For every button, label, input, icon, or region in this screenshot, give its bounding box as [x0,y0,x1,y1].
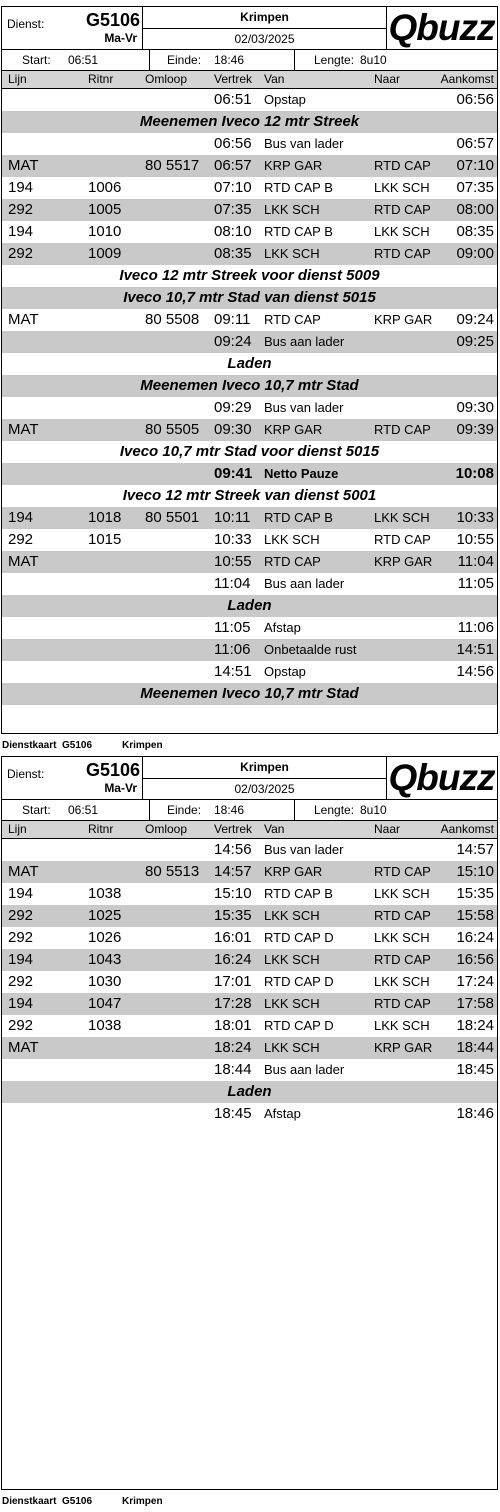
section-title: Iveco 10,7 mtr Stad van dienst 5015 [123,289,376,306]
divider [149,800,150,820]
col-omloop: Omloop [145,72,188,86]
cell-van: LKK SCH [264,952,320,967]
col-lijn: Lijn [8,822,27,836]
length-value: 8u10 [360,53,387,67]
dienst-code: G5106 [85,10,140,30]
cell-van: Onbetaalde rust [264,642,357,657]
cell-lijn: MAT [8,421,39,438]
start-label: Start: [22,53,51,67]
cell-van: Bus aan lader [264,576,345,591]
cell-vertrek: 11:06 [214,641,251,658]
cell-naar: KRP GAR [374,554,433,569]
section-title: Laden [227,1083,272,1100]
cell-omloop: 80 5517 [145,157,200,174]
col-vertrek: Vertrek [214,72,253,86]
cell-aankomst: 15:35 [456,885,494,902]
trip-row [2,639,497,661]
cell-lijn: MAT [8,1039,39,1056]
schedule-rows [2,89,497,705]
footer-location: Krimpen [122,740,163,751]
cell-naar: LKK SCH [374,974,430,989]
cell-vertrek: 15:35 [214,907,252,924]
cell-lijn: 194 [8,223,34,240]
cell-ritnr: 1010 [88,223,122,240]
cell-lijn: 194 [8,951,34,968]
page-footer [0,1496,500,1510]
col-van: Van [264,72,285,86]
col-vertrek: Vertrek [214,822,253,836]
service-days: Ma-Vr [104,31,137,45]
cell-vertrek: 09:24 [214,333,252,350]
trip-row [2,573,497,595]
page-footer [0,740,500,754]
cell-van: RTD CAP B [264,180,333,195]
start-label: Start: [22,803,51,817]
start-value: 06:51 [68,53,99,67]
section-header-row [2,265,497,287]
cell-van: Netto Pauze [264,466,339,481]
end-value: 18:46 [214,53,245,67]
cell-ritnr: 1018 [88,509,122,526]
cell-vertrek: 06:51 [214,91,252,108]
cell-vertrek: 11:04 [214,575,251,592]
cell-vertrek: 10:11 [214,509,251,526]
col-aankomst: Aankomst [440,72,494,86]
section-header-row [2,441,497,463]
cell-naar: KRP GAR [374,312,433,327]
cell-lijn: 292 [8,531,34,548]
location: Krimpen [143,7,386,29]
cell-lijn: 194 [8,179,34,196]
trip-row [2,331,497,353]
trip-row [2,1037,497,1059]
cell-naar: RTD CAP [374,158,431,173]
cell-ritnr: 1006 [88,179,122,196]
section-title: Laden [227,597,272,614]
cell-van: Opstap [264,92,306,107]
cell-lijn: MAT [8,311,39,328]
col-naar: Naar [374,72,401,86]
section-title: Meenemen Iveco 10,7 mtr Stad [140,377,359,394]
trip-row [2,1059,497,1081]
cell-vertrek: 16:24 [214,951,252,968]
cell-lijn: 292 [8,907,34,924]
cell-van: LKK SCH [264,202,320,217]
cell-naar: RTD CAP [374,422,431,437]
length-label: Lengte: [314,53,355,67]
cell-vertrek: 09:11 [214,311,251,328]
trip-row [2,419,497,441]
duty-card-page-1 [1,6,498,734]
trip-row [2,883,497,905]
section-title: Laden [227,355,272,372]
cell-vertrek: 06:57 [214,157,252,174]
cell-vertrek: 18:01 [214,1017,252,1034]
cell-aankomst: 17:58 [456,995,494,1012]
section-title: Iveco 12 mtr Streek voor dienst 5009 [119,267,380,284]
cell-van: KRP GAR [264,422,323,437]
footer-label: Dienstkaart [2,740,57,751]
cell-aankomst: 07:10 [456,157,494,174]
cell-naar: LKK SCH [374,930,430,945]
section-title: Meenemen Iveco 10,7 mtr Stad [140,685,359,702]
col-ritnr: Ritnr [88,822,114,836]
cell-van: Bus van lader [264,842,344,857]
cell-aankomst: 09:30 [456,399,494,416]
service-days: Ma-Vr [104,781,137,795]
cell-van: LKK SCH [264,1040,320,1055]
section-header-row [2,595,497,617]
cell-vertrek: 10:55 [214,553,252,570]
cell-vertrek: 18:44 [214,1061,252,1078]
trip-row [2,861,497,883]
cell-lijn: MAT [8,157,39,174]
cell-ritnr: 1025 [88,907,122,924]
trip-row [2,661,497,683]
col-ritnr: Ritnr [88,72,114,86]
divider [294,50,295,70]
cell-lijn: MAT [8,553,39,570]
section-header-row [2,1081,497,1103]
duty-times [2,800,497,821]
cell-aankomst: 08:35 [456,223,494,240]
cell-vertrek: 14:56 [214,841,252,858]
cell-aankomst: 18:44 [456,1039,494,1056]
dienst-label: Dienst: [7,767,45,781]
cell-naar: LKK SCH [374,886,430,901]
cell-lijn: 194 [8,885,34,902]
cell-lijn: 292 [8,973,34,990]
cell-lijn: 292 [8,929,34,946]
trip-row [2,199,497,221]
cell-van: RTD CAP B [264,510,333,525]
divider [149,50,150,70]
section-title: Iveco 12 mtr Streek van dienst 5001 [122,487,377,504]
cell-vertrek: 15:10 [214,885,252,902]
cell-van: Bus van lader [264,400,344,415]
date: 02/03/2025 [234,32,295,46]
cell-aankomst: 18:45 [456,1061,494,1078]
cell-aankomst: 15:10 [456,863,494,880]
cell-vertrek: 17:01 [214,973,252,990]
cell-vertrek: 18:24 [214,1039,252,1056]
cell-aankomst: 09:25 [456,333,494,350]
cell-vertrek: 18:45 [214,1105,252,1122]
cell-ritnr: 1015 [88,531,122,548]
end-label: Einde: [167,53,202,67]
trip-row [2,133,497,155]
cell-lijn: 292 [8,245,34,262]
cell-aankomst: 11:05 [457,575,494,592]
cell-ritnr: 1009 [88,245,122,262]
cell-van: RTD CAP B [264,224,333,239]
cell-van: LKK SCH [264,246,320,261]
dienst-code: G5106 [85,760,140,780]
cell-naar: RTD CAP [374,246,431,261]
cell-aankomst: 06:56 [456,91,494,108]
cell-ritnr: 1038 [88,1017,122,1034]
cell-vertrek: 07:10 [214,179,252,196]
cell-vertrek: 07:35 [214,201,252,218]
cell-aankomst: 11:04 [457,553,494,570]
section-header-row [2,353,497,375]
column-header [2,821,497,839]
dienst-label: Dienst: [7,17,45,31]
cell-van: RTD CAP D [264,1018,334,1033]
footer-code: G5106 [62,740,93,751]
cell-aankomst: 09:24 [456,311,494,328]
trip-row [2,507,497,529]
length-label: Lengte: [314,803,355,817]
cell-aankomst: 10:08 [455,465,494,482]
cell-van: RTD CAP D [264,974,334,989]
cell-aankomst: 09:39 [456,421,494,438]
section-title: Iveco 10,7 mtr Stad voor dienst 5015 [119,443,380,460]
duty-header [2,757,497,800]
trip-row [2,309,497,331]
start-value: 06:51 [68,803,99,817]
cell-aankomst: 14:56 [456,663,494,680]
cell-van: RTD CAP [264,312,321,327]
cell-aankomst: 14:57 [456,841,494,858]
cell-naar: RTD CAP [374,996,431,1011]
cell-omloop: 80 5501 [145,509,200,526]
duty-card-page-2 [1,756,498,1490]
trip-row [2,971,497,993]
cell-aankomst: 10:55 [456,531,494,548]
cell-van: RTD CAP B [264,886,333,901]
pause-row [2,463,497,485]
cell-vertrek: 09:41 [214,465,253,482]
section-header-row [2,375,497,397]
cell-van: KRP GAR [264,864,323,879]
cell-omloop: 80 5505 [145,421,200,438]
cell-vertrek: 17:28 [214,995,252,1012]
cell-vertrek: 16:01 [214,929,252,946]
cell-aankomst: 08:00 [456,201,494,218]
cell-vertrek: 08:10 [214,223,252,240]
section-header-row [2,111,497,133]
cell-lijn: 194 [8,995,34,1012]
cell-lijn: 194 [8,509,34,526]
footer-code: G5106 [62,1496,93,1507]
cell-naar: LKK SCH [374,224,430,239]
cell-ritnr: 1038 [88,885,122,902]
cell-van: RTD CAP [264,554,321,569]
col-aankomst: Aankomst [440,822,494,836]
column-header [2,71,497,89]
cell-vertrek: 14:57 [214,863,252,880]
cell-van: Opstap [264,664,306,679]
cell-van: LKK SCH [264,996,320,1011]
cell-omloop: 80 5508 [145,311,200,328]
cell-naar: RTD CAP [374,952,431,967]
col-omloop: Omloop [145,822,188,836]
cell-ritnr: 1030 [88,973,122,990]
footer-label: Dienstkaart [2,1496,57,1507]
cell-naar: RTD CAP [374,202,431,217]
cell-vertrek: 09:30 [214,421,252,438]
duty-times [2,50,497,71]
cell-aankomst: 16:24 [456,929,494,946]
cell-van: Bus aan lader [264,1062,345,1077]
cell-ritnr: 1026 [88,929,122,946]
section-header-row [2,485,497,507]
location-date-box [142,757,387,799]
schedule-rows [2,839,497,1125]
section-title: Meenemen Iveco 12 mtr Streek [139,113,360,130]
cell-aankomst: 09:00 [456,245,494,262]
cell-naar: RTD CAP [374,532,431,547]
divider [294,800,295,820]
trip-row [2,839,497,861]
trip-row [2,905,497,927]
cell-van: Bus aan lader [264,334,345,349]
cell-naar: KRP GAR [374,1040,433,1055]
cell-naar: RTD CAP [374,864,431,879]
footer-location: Krimpen [122,1496,163,1507]
cell-aankomst: 14:51 [456,641,494,658]
trip-row [2,927,497,949]
trip-row [2,529,497,551]
section-header-row [2,683,497,705]
end-value: 18:46 [214,803,245,817]
cell-aankomst: 17:24 [456,973,494,990]
cell-aankomst: 06:57 [456,135,494,152]
trip-row [2,89,497,111]
trip-row [2,1015,497,1037]
location: Krimpen [143,757,386,779]
date: 02/03/2025 [234,782,295,796]
cell-vertrek: 09:29 [214,399,252,416]
trip-row [2,617,497,639]
trip-row [2,177,497,199]
cell-vertrek: 08:35 [214,245,252,262]
cell-vertrek: 11:05 [214,619,251,636]
trip-row [2,397,497,419]
col-naar: Naar [374,822,401,836]
cell-aankomst: 16:56 [456,951,494,968]
cell-aankomst: 18:46 [456,1105,494,1122]
cell-vertrek: 10:33 [214,531,252,548]
trip-row [2,1103,497,1125]
cell-vertrek: 06:56 [214,135,252,152]
cell-van: Afstap [264,620,301,635]
qbuzz-logo: Qbuzz [388,757,495,798]
cell-ritnr: 1043 [88,951,122,968]
cell-vertrek: 14:51 [214,663,252,680]
cell-van: LKK SCH [264,532,320,547]
cell-lijn: MAT [8,863,39,880]
length-value: 8u10 [360,803,387,817]
trip-row [2,551,497,573]
trip-row [2,993,497,1015]
qbuzz-logo: Qbuzz [388,7,495,48]
cell-ritnr: 1005 [88,201,122,218]
cell-van: Bus van lader [264,136,344,151]
cell-naar: RTD CAP [374,908,431,923]
cell-aankomst: 10:33 [456,509,494,526]
section-header-row [2,287,497,309]
cell-naar: LKK SCH [374,180,430,195]
trip-row [2,949,497,971]
cell-naar: LKK SCH [374,510,430,525]
trip-row [2,221,497,243]
cell-ritnr: 1047 [88,995,122,1012]
end-label: Einde: [167,803,202,817]
trip-row [2,243,497,265]
cell-van: LKK SCH [264,908,320,923]
col-van: Van [264,822,285,836]
trip-row [2,155,497,177]
cell-van: Afstap [264,1106,301,1121]
cell-van: RTD CAP D [264,930,334,945]
cell-lijn: 292 [8,1017,34,1034]
cell-aankomst: 11:06 [457,619,494,636]
cell-aankomst: 15:58 [456,907,494,924]
col-lijn: Lijn [8,72,27,86]
cell-aankomst: 07:35 [456,179,494,196]
duty-header [2,7,497,50]
cell-van: KRP GAR [264,158,323,173]
cell-naar: LKK SCH [374,1018,430,1033]
cell-lijn: 292 [8,201,34,218]
cell-omloop: 80 5513 [145,863,200,880]
cell-aankomst: 18:24 [456,1017,494,1034]
location-date-box [142,7,387,49]
